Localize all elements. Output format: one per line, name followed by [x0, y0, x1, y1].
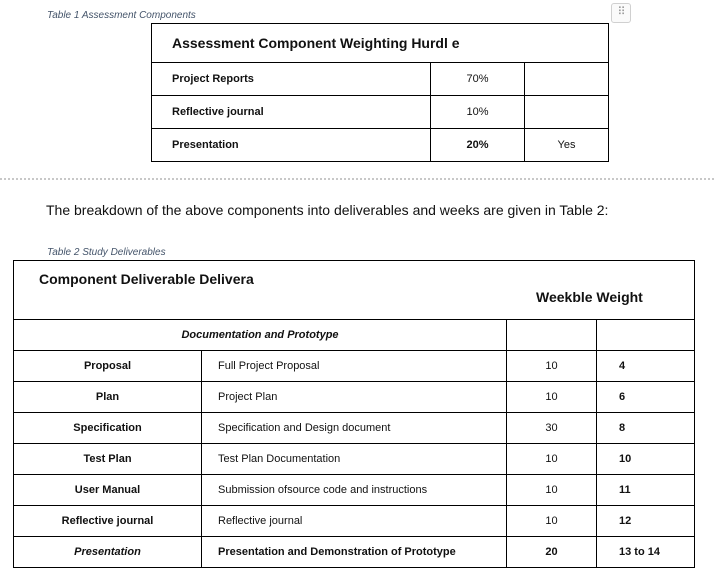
table2-header-right: Weekble Weight	[536, 289, 643, 305]
study-deliverables-table	[13, 260, 695, 568]
section-divider	[0, 178, 714, 180]
table2-caption: Table 2 Study Deliverables	[47, 247, 166, 258]
component-cell: Plan	[14, 382, 202, 413]
deliverable-cell: Reflective journal	[202, 506, 507, 537]
component-cell: Proposal	[14, 351, 202, 382]
week-cell: 10	[597, 444, 695, 475]
week-cell: 13 to 14	[597, 537, 695, 568]
weighting-cell: 20%	[431, 129, 525, 162]
section-row	[14, 320, 695, 351]
table-row	[14, 506, 695, 537]
deliverable-cell: Project Plan	[202, 382, 507, 413]
table-row	[14, 537, 695, 568]
deliverable-cell: Full Project Proposal	[202, 351, 507, 382]
weight-cell: 10	[507, 351, 597, 382]
component-cell: Project Reports	[152, 63, 431, 96]
table-header-row	[152, 24, 609, 63]
component-cell: Presentation	[152, 129, 431, 162]
table2-header-cell	[14, 261, 695, 320]
component-cell: Test Plan	[14, 444, 202, 475]
hurdle-cell	[525, 63, 609, 96]
weighting-cell: 70%	[431, 63, 525, 96]
week-cell: 11	[597, 475, 695, 506]
week-cell: 12	[597, 506, 695, 537]
hurdle-cell	[525, 96, 609, 129]
weight-cell: 30	[507, 413, 597, 444]
table1-header: Assessment Component Weighting Hurdl e	[152, 24, 609, 63]
deliverable-cell: Submission ofsource code and instructions	[202, 475, 507, 506]
component-cell: User Manual	[14, 475, 202, 506]
deliverable-cell: Specification and Design document	[202, 413, 507, 444]
weighting-cell: 10%	[431, 96, 525, 129]
week-cell: 8	[597, 413, 695, 444]
deliverable-cell: Presentation and Demonstration of Prototype	[202, 537, 507, 568]
component-cell: Presentation	[14, 537, 202, 568]
weight-cell: 10	[507, 475, 597, 506]
table-row	[152, 129, 609, 162]
table-row	[152, 96, 609, 129]
deliverable-cell: Test Plan Documentation	[202, 444, 507, 475]
weight-cell: 10	[507, 382, 597, 413]
table-row	[14, 475, 695, 506]
drag-handle-icon[interactable]: ⠿	[611, 3, 631, 23]
table2-header-left: Component Deliverable Delivera	[39, 271, 254, 287]
table-header-row	[14, 261, 695, 320]
table-row	[14, 413, 695, 444]
week-cell: 4	[597, 351, 695, 382]
weight-cell: 10	[507, 444, 597, 475]
body-paragraph: The breakdown of the above components into deliverables and weeks are given in Table 2:	[46, 202, 609, 218]
table-row	[14, 382, 695, 413]
hurdle-cell: Yes	[525, 129, 609, 162]
weight-cell: 20	[507, 537, 597, 568]
section-title: Documentation and Prototype	[14, 320, 507, 351]
component-cell: Reflective journal	[14, 506, 202, 537]
component-cell: Reflective journal	[152, 96, 431, 129]
component-cell: Specification	[14, 413, 202, 444]
week-cell: 6	[597, 382, 695, 413]
weight-cell: 10	[507, 506, 597, 537]
table1-caption: Table 1 Assessment Components	[47, 10, 196, 21]
table-row	[152, 63, 609, 96]
assessment-components-table	[151, 23, 609, 162]
table-row	[14, 351, 695, 382]
table-row	[14, 444, 695, 475]
